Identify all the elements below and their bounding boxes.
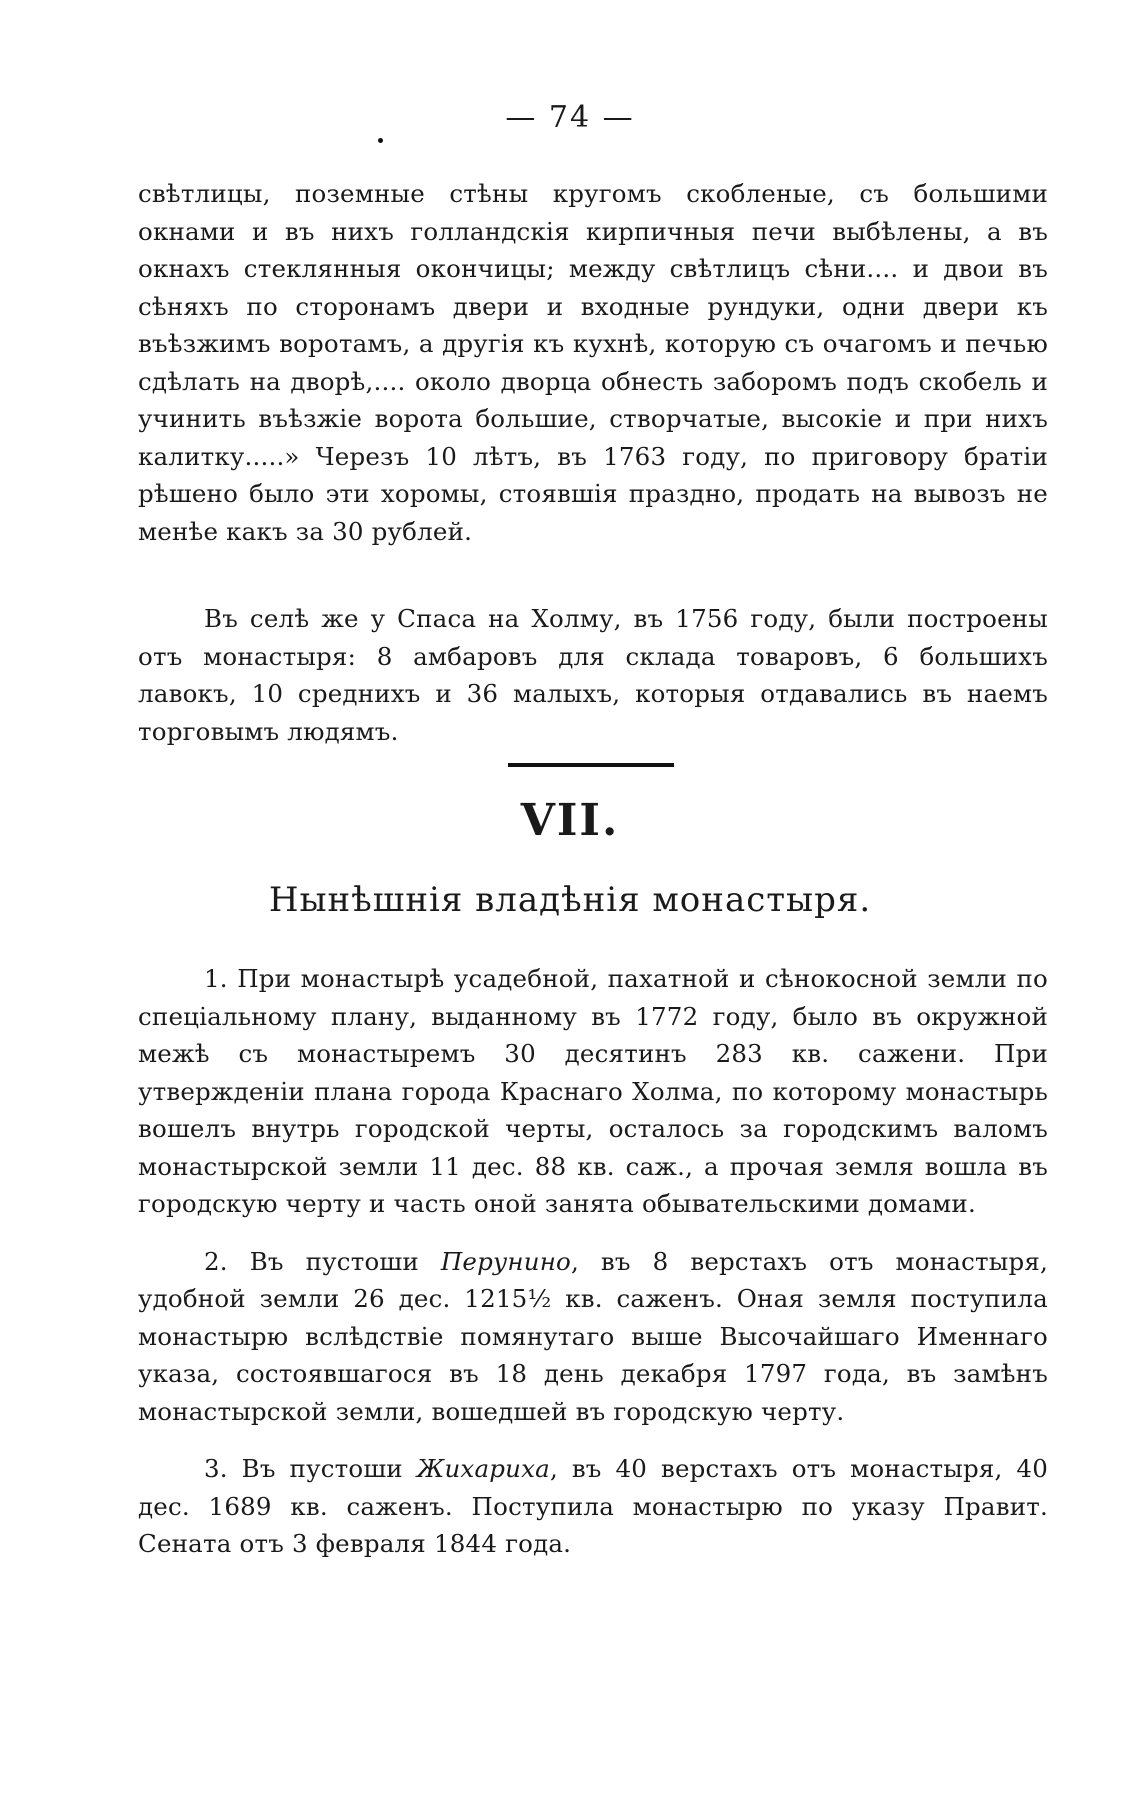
list-item	[138, 1243, 1048, 1431]
list-item	[138, 960, 1048, 1223]
holdings-list	[138, 960, 1048, 1583]
section-divider	[508, 763, 674, 767]
place-name: Перунино	[440, 1246, 571, 1276]
chapter-number: VII.	[520, 795, 620, 846]
item-lead: 2. Въ пустоши	[204, 1246, 441, 1276]
item-rest: , въ 8 верстахъ отъ монастыря, удобной земли 26 дес. 1215½ кв. саженъ. Оная земля поступила монастырю вслѣдствіе помянутаго выше Высочайшаго Именнаго указа, состоявшагося въ 18 день декабря 1797 года, въ замѣнъ монастырской земли, вошедшей въ городскую черту.	[138, 1246, 1048, 1426]
paragraph-text: Въ селѣ же у Спаса на Холму, въ 1756 году, были построены отъ монастыря: 8 амбаровъ для склада товаровъ, 6 большихъ лавокъ, 10 среднихъ и 36 малыхъ, которыя отдавались въ наемъ торговымъ людямъ.	[138, 604, 1048, 746]
item-text: 1. При монастырѣ усадебной, пахатной и сѣнокосной земли по спеціальному плану, выданному въ 1772 году, было въ окружной межѣ съ монастыремъ 30 десятинъ 283 кв. сажени. При утвержденіи плана города Краснаго Холма, по которому монастырь вошелъ внутрь городской черты, осталось за городскимъ валомъ монастырской земли 11 дес. 88 кв. саж., а прочая земля вошла въ городскую черту и часть оной занята обывательскими домами.	[138, 964, 1048, 1218]
continued-paragraph	[138, 175, 1048, 550]
item-lead: 3. Въ пустоши	[204, 1454, 417, 1483]
page-number: — 74 —	[505, 100, 635, 135]
place-name: Жихариха	[416, 1454, 550, 1483]
paragraph-text: свѣтлицы, поземные стѣны кругомъ скобленые, съ большими окнами и въ нихъ голландскія кирпичныя печи выбѣлены, а въ окнахъ стеклянныя окончицы; между свѣтлицъ сѣни.... и двои въ сѣняхъ по сторонамъ двери и входные рундуки, одни двери къ въѣзжимъ воротамъ, а другія къ кухнѣ, которую съ очагомъ и печью сдѣлать на дворѣ,.... около дворца обнесть заборомъ подъ скобель и учинить въѣзжіе ворота большие, створчатые, высокіе и при нихъ калитку.....» Черезъ 10 лѣтъ, въ 1763 году, по приговору братіи рѣшено было эти хоромы, стоявшія праздно, продать на вывозъ не менѣе какъ за 30 рублей.	[138, 179, 1048, 546]
paragraph	[138, 600, 1048, 750]
list-item	[138, 1450, 1048, 1563]
item-rest: , въ 40 верстахъ отъ монастыря, 40 дес. 1689 кв. саженъ. Поступила монастырю по указу Правит. Сената отъ 3 февраля 1844 года.	[138, 1454, 1048, 1558]
print-speck	[378, 138, 383, 143]
chapter-title: Нынѣшнія владѣнія монастыря.	[268, 880, 872, 920]
